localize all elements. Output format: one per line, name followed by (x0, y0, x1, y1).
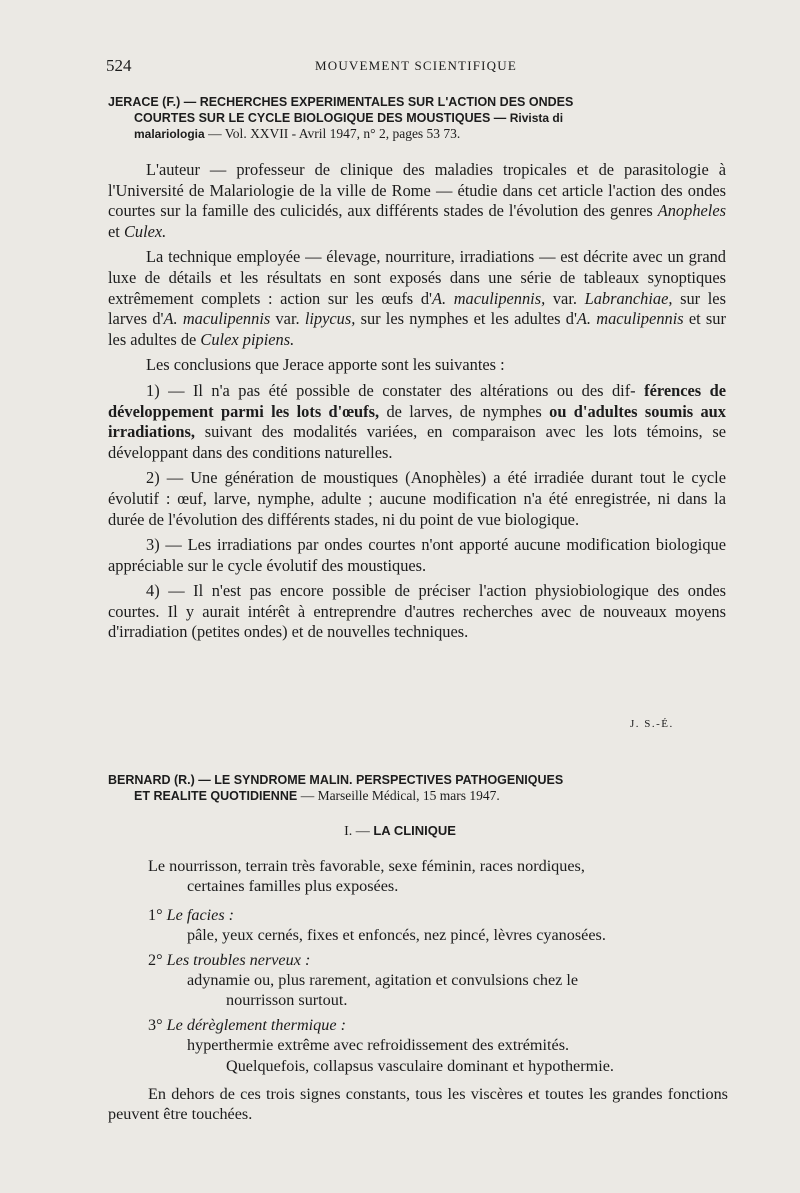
article1-title-line2: COURTES SUR LE CYCLE BIOLOGIQUE DES MOUSTIQUES — (134, 111, 507, 125)
sign-1: 1° Le facies : (148, 905, 235, 924)
article1-paragraph-2: La technique employée — élevage, nourriture, irradiations — est décrite avec un grand luxe de détails et les résultats en sont exposés dans une série de tableaux synoptiques extrêmement complets : action sur les œufs d'A. maculipennis, var. Labranchiae, sur les larves d'A. maculipennis var. lipycus, sur les nymphes et les adultes d'A. maculipennis et sur les adultes de Culex pipiens. (108, 247, 726, 349)
sign-1-text: pâle, yeux cernés, fixes et enfoncés, nez pincé, lèvres cyanosées. (187, 926, 606, 945)
article1-paragraph-3: Les conclusions que Jerace apporte sont les suivantes : (146, 355, 505, 375)
article1-paragraph-1: L'auteur — professeur de clinique des maladies tropicales et de parasitologie à l'Université de Malariologie de la ville de Rome — étudie dans cet article l'action des ondes courtes sur la famille des culicidés, aux différents stades de l'évolution des genres Anopheles et Culex. (108, 160, 726, 241)
article1-body (108, 160, 726, 648)
sign-3: 3° Le dérèglement thermique : (148, 1015, 346, 1034)
article1-reference (108, 94, 730, 142)
section-number: I. — (344, 824, 370, 839)
article2-body (108, 856, 728, 1125)
sign-3-text: hyperthermie extrême avec refroidissement des extrémités. (187, 1036, 570, 1055)
article2-reference (108, 772, 730, 804)
sign-2-text-2: nourrisson surtout. (226, 991, 348, 1010)
article1-title-line1: — RECHERCHES EXPERIMENTALES SUR L'ACTION DES ONDES (183, 95, 574, 109)
article1-source: — Vol. XXVII - Avril 1947, n° 2, pages 53 73. (208, 126, 461, 141)
page-header (106, 56, 726, 76)
conclusion-2: 2) — Une génération de moustiques (Anophèles) a été irradiée durant tout le cycle évolutif : œuf, larve, nymphe, adulte ; aucune modification n'a été enregistrée, ni dans la durée de l'évolution des différents stades, ni du point de vue biologique. (108, 468, 726, 529)
article2-title-line2: ET REALITE QUOTIDIENNE (134, 789, 298, 803)
sign-3-text-2: Quelquefois, collapsus vasculaire dominant et hypothermie. (226, 1056, 614, 1075)
sign-2-text: adynamie ou, plus rarement, agitation et convulsions chez le (187, 971, 579, 990)
article1-author: JERACE (F.) (108, 95, 181, 109)
conclusion-3: 3) — Les irradiations par ondes courtes n'ont apporté aucune modification biologique appréciable sur le cycle évolutif des moustiques. (108, 535, 726, 575)
sign-3-label: Le dérèglement thermique : (166, 1015, 346, 1034)
article1-journal-2: malariologia (134, 127, 205, 141)
article2-author: BERNARD (R.) (108, 773, 195, 787)
article2-title-line1: — LE SYNDROME MALIN. PERSPECTIVES PATHOGENIQUES (198, 773, 564, 787)
conclusion-1: 1) — Il n'a pas été possible de constater des altérations ou des dif- férences de développement parmi les lots d'œufs, de larves, de nymphes ou d'adultes soumis aux irradiations, suivant des modalités variées, en comparaison avec les lots témoins, se développant dans des conditions naturelles. (108, 380, 726, 462)
article1-journal: Rivista di (509, 111, 564, 125)
outro-paragraph: En dehors de ces trois signes constants, tous les viscères et toutes les grandes fonctions peuvent être touchées. (108, 1085, 728, 1124)
section-heading (0, 823, 800, 840)
sign-1-label: Le facies : (166, 905, 235, 924)
intro-line-2: certaines familles plus exposées. (187, 877, 399, 896)
intro-line: Le nourrisson, terrain très favorable, sexe féminin, races nordiques, (148, 857, 585, 875)
running-head: MOUVEMENT SCIENTIFIQUE (314, 58, 517, 73)
page-number: 524 (106, 56, 132, 75)
section-title: LA CLINIQUE (373, 823, 456, 838)
article2-source: — Marseille Médical, 15 mars 1947. (300, 788, 500, 803)
sign-2: 2° Les troubles nerveux : (148, 950, 311, 969)
sign-2-label: Les troubles nerveux : (166, 950, 311, 969)
conclusion-4: 4) — Il n'est pas encore possible de préciser l'action physiobiologique des ondes courtes. Il y aurait intérêt à entreprendre d'autres recherches avec de nouveaux moyens d'irradiation (petites ondes) et de nouvelles techniques. (108, 581, 726, 642)
signature: J. S.-É. (630, 718, 674, 730)
